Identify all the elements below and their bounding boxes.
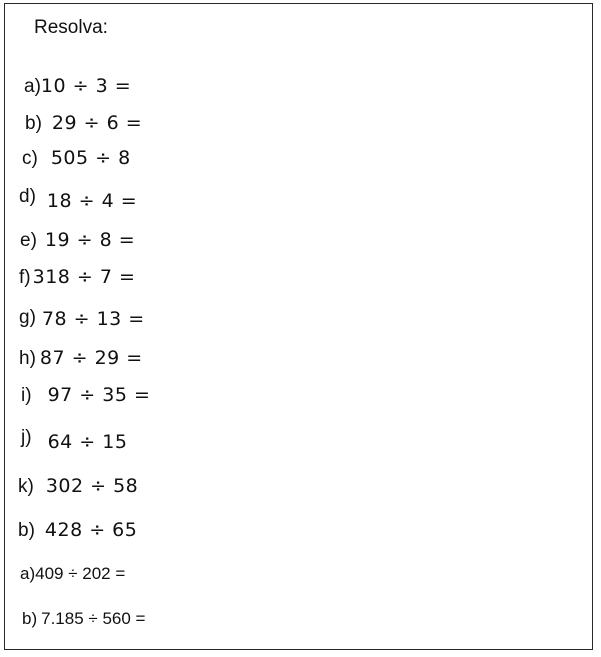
- exercise-label: j): [21, 427, 32, 448]
- exercise-item: [21, 428, 127, 452]
- exercise-expression: 87 ÷ 29 =: [39, 347, 143, 369]
- exercise-label: a): [20, 564, 36, 583]
- exercise-expression: 97 ÷ 35 =: [47, 384, 151, 406]
- exercise-item: [19, 268, 135, 287]
- exercise-expression: 29 ÷ 6 =: [51, 112, 143, 134]
- exercise-label: f): [19, 267, 31, 288]
- exercise-item: [19, 187, 137, 211]
- exercise-label: d): [19, 186, 36, 207]
- exercise-expression: 18 ÷ 4 =: [46, 190, 138, 212]
- worksheet-title: Resolva:: [34, 17, 108, 38]
- exercise-item: [20, 565, 125, 582]
- exercise-item: [19, 349, 143, 368]
- exercise-item: [21, 386, 150, 405]
- exercise-expression: 428 ÷ 65: [44, 519, 138, 541]
- exercise-label: e): [20, 230, 37, 251]
- exercise-item: [24, 77, 131, 96]
- exercise-expression: 318 ÷ 7 =: [32, 266, 136, 288]
- exercise-item: [19, 308, 145, 329]
- exercise-expression: 505 ÷ 8: [50, 147, 131, 169]
- exercise-expression: 302 ÷ 58: [45, 475, 139, 497]
- exercise-label: h): [19, 348, 36, 369]
- exercise-label: b): [25, 113, 42, 134]
- exercise-item: [22, 149, 131, 168]
- exercise-label: g): [19, 307, 36, 328]
- exercise-item: [22, 610, 145, 627]
- exercise-item: [18, 477, 138, 496]
- worksheet-frame: [4, 3, 593, 650]
- exercise-expression: 64 ÷ 15: [47, 431, 128, 453]
- exercise-label: c): [22, 148, 38, 169]
- exercise-label: b): [18, 520, 35, 541]
- exercise-item: [25, 114, 142, 133]
- exercise-label: a): [24, 76, 41, 97]
- exercise-item: [20, 231, 135, 250]
- exercise-label: b): [22, 609, 38, 628]
- exercise-label: k): [18, 476, 34, 497]
- exercise-label: i): [21, 385, 32, 406]
- exercise-expression: 78 ÷ 13 =: [41, 308, 145, 330]
- exercise-expression: 7.185 ÷ 560 =: [41, 609, 146, 628]
- exercise-expression: 409 ÷ 202 =: [35, 564, 126, 583]
- exercise-expression: 10 ÷ 3 =: [40, 75, 132, 97]
- exercise-expression: 19 ÷ 8 =: [44, 229, 136, 251]
- exercise-item: [18, 521, 137, 540]
